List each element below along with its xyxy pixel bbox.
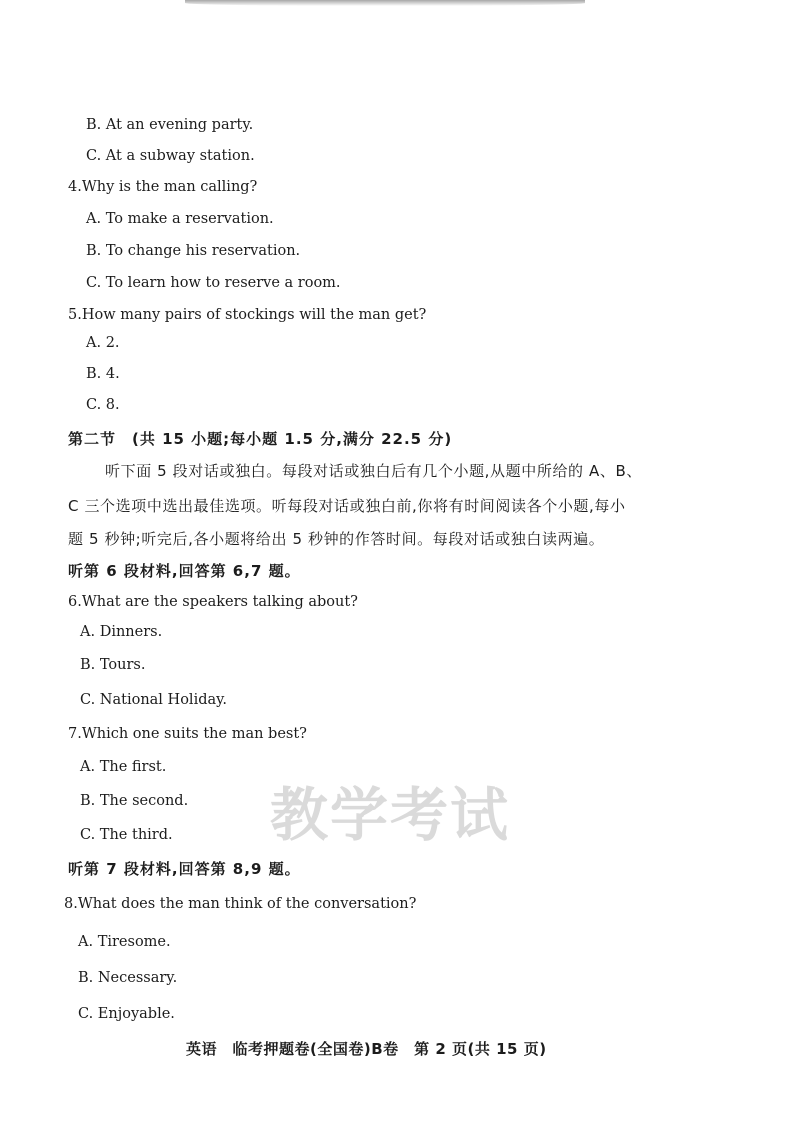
section-heading: 第二节 (共 15 小题;每小题 1.5 分,满分 22.5 分): [68, 430, 453, 448]
question-7: 7.Which one suits the man best?: [68, 726, 307, 742]
option-3c: C. At a subway station.: [86, 148, 255, 164]
option-6a: A. Dinners.: [80, 624, 163, 640]
instruction-line-1: 听下面 5 段对话或独白。每段对话或独白后有几个小题,从题中所给的 A、B、: [105, 462, 642, 480]
option-6b: B. Tours.: [80, 657, 146, 673]
option-5c: C. 8.: [86, 397, 120, 413]
option-5b: B. 4.: [86, 366, 120, 382]
material-6-heading: 听第 6 段材料,回答第 6,7 题。: [68, 562, 301, 580]
instruction-line-2: C 三个选项中选出最佳选项。听每段对话或独白前,你将有时间阅读各个小题,每小: [68, 497, 626, 515]
material-7-heading: 听第 7 段材料,回答第 8,9 题。: [68, 860, 301, 878]
watermark-logo: 教学考试: [270, 781, 511, 849]
option-4b: B. To change his reservation.: [86, 243, 301, 259]
question-6: 6.What are the speakers talking about?: [68, 594, 358, 610]
option-7b: B. The second.: [80, 793, 189, 809]
option-6c: C. National Holiday.: [80, 692, 228, 708]
scan-edge-shadow: [185, 0, 585, 6]
option-7a: A. The first.: [80, 759, 167, 775]
option-8a: A. Tiresome.: [78, 934, 171, 950]
option-7c: C. The third.: [80, 827, 173, 843]
page-footer: 英语 临考押题卷(全国卷)B卷 第 2 页(共 15 页): [186, 1040, 547, 1058]
question-5: 5.How many pairs of stockings will the man get?: [68, 307, 427, 323]
option-4a: A. To make a reservation.: [86, 211, 274, 227]
instruction-line-3: 题 5 秒钟;听完后,各小题将给出 5 秒钟的作答时间。每段对话或独白读两遍。: [68, 530, 605, 548]
question-8: 8.What does the man think of the conversation?: [64, 896, 417, 912]
option-8c: C. Enjoyable.: [78, 1006, 175, 1022]
option-8b: B. Necessary.: [78, 970, 178, 986]
question-4: 4.Why is the man calling?: [68, 179, 258, 195]
option-4c: C. To learn how to reserve a room.: [86, 275, 341, 291]
option-5a: A. 2.: [86, 335, 120, 351]
option-3b: B. At an evening party.: [86, 117, 254, 133]
